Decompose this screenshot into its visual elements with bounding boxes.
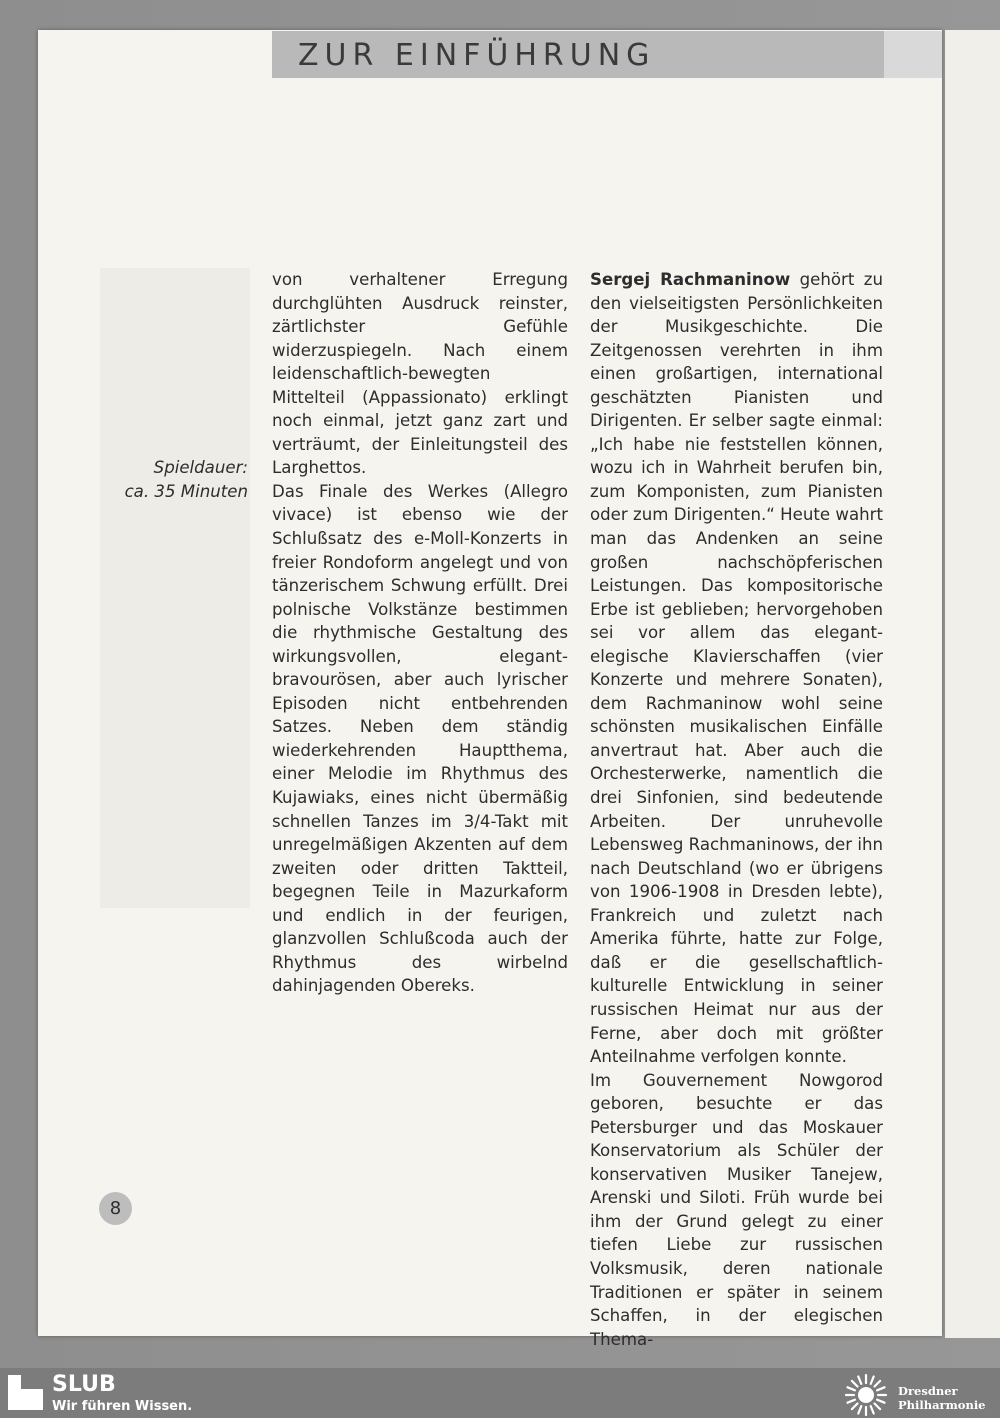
page-number: 8 [99,1192,132,1225]
partner-name [898,1384,998,1414]
library-tagline: Wir führen Wissen. [52,1399,193,1414]
slub-logo-icon [8,1375,43,1410]
paragraph-text: gehört zu den vielseitigsten Persönlichkeiten der Musikgeschichte. Die Zeitgenossen verehrten in ihm einen großartigen, international geschätzten Pianisten und Dirigenten. Er selber sagte einmal: „Ich habe nie feststellen können, wozu ich in Wahrheit berufen bin, zum Komponisten, zum Pianisten oder zum Dirigenten.“ Heute wahrt man das Andenken an seine großen nachschöpferischen Leistungen. Das kompositorische Erbe ist geblieben; hervorgehoben sei vor allem das elegant-elegische Klavierschaffen (vier Konzerte und mehrere Sonaten), dem Rachmaninow wohl seine schönsten musikalischen Einfälle anvertraut hat. Aber auch die Orchesterwerke, namentlich die drei Sinfonien, sind bedeutende Arbeiten. Der unruhevolle Lebensweg Rachmaninows, der ihn nach Deutschland (wo er übrigens von 1906-1908 in Dresden lebte), Frankreich und zuletzt nach Amerika führte, hatte zur Folge, daß er die gesellschaftlich-kulturelle Entwicklung in seiner russischen Heimat nur aus der Ferne, aber doch mit größter Anteilnahme verfolgen konnte. [590,270,884,1067]
duration-note [100,456,248,503]
paragraph [590,268,883,1069]
text-column-middle [272,268,568,998]
paragraph: Das Finale des Werkes (Allegro vivace) ist ebenso wie der Schlußsatz des e-Moll-Konzerts in freier Rondoform angelegt und von tänzerischem Schwung erfüllt. Drei polnische Volkstänze bestimmen die rhythmische Gestaltung des wirkungsvollen, elegant-bravourösen, aber auch lyrischer Episoden nicht entbehrenden Satzes. Neben dem ständig wiederkehrenden Hauptthema, einer Melodie im Rhythmus des Kujawiaks, eines nicht übermäßig schnellen Tanzes im 3/4-Takt mit unregelmäßigen Akzenten auf dem zweiten oder dritten Taktteil, begegnen Teile in Mazurkaform und endlich in der feurigen, glanzvollen Schlußcoda auch der Rhythmus des wirbelnd dahinjagenden Obereks. [272,481,568,996]
partner-name-line2: Philharmonie [898,1398,986,1412]
paragraph: Im Gouvernement Nowgorod geboren, besuchte er das Petersburger und das Moskauer Konservatorium als Schüler der konservativen Musiker Tanejew, Arenski und Siloti. Früh wurde bei ihm der Grund gelegt zu einer tiefen Liebe zur russischen Volksmusik, deren nationale Traditionen er später in seinem Schaffen, in der elegischen Thema- [590,1070,883,1349]
duration-label: Spieldauer: [153,458,248,477]
partner-name-line1: Dresdner [898,1384,958,1398]
philharmonie-logo-icon [843,1372,889,1418]
section-title: ZUR EINFÜHRUNG [298,38,656,73]
paragraph: von verhaltener Erregung durchglühten Ausdruck reinster, zärtlichster Gefühle widerzuspiegeln. Nach einem leidenschaftlich-bewegten Mittelteil (Appassionato) erklingt noch einmal, jetzt ganz zart und verträumt, der Einleitungsteil des Larghettos. [272,270,568,478]
bleed-through-image [100,268,250,908]
composer-name: Sergej Rachmaninow [590,270,791,289]
next-page-edge [945,30,1000,1338]
duration-value: ca. 35 Minuten [124,481,248,501]
header-band-edge [884,31,942,78]
text-column-right [590,268,883,1351]
library-name: SLUB [52,1372,116,1397]
